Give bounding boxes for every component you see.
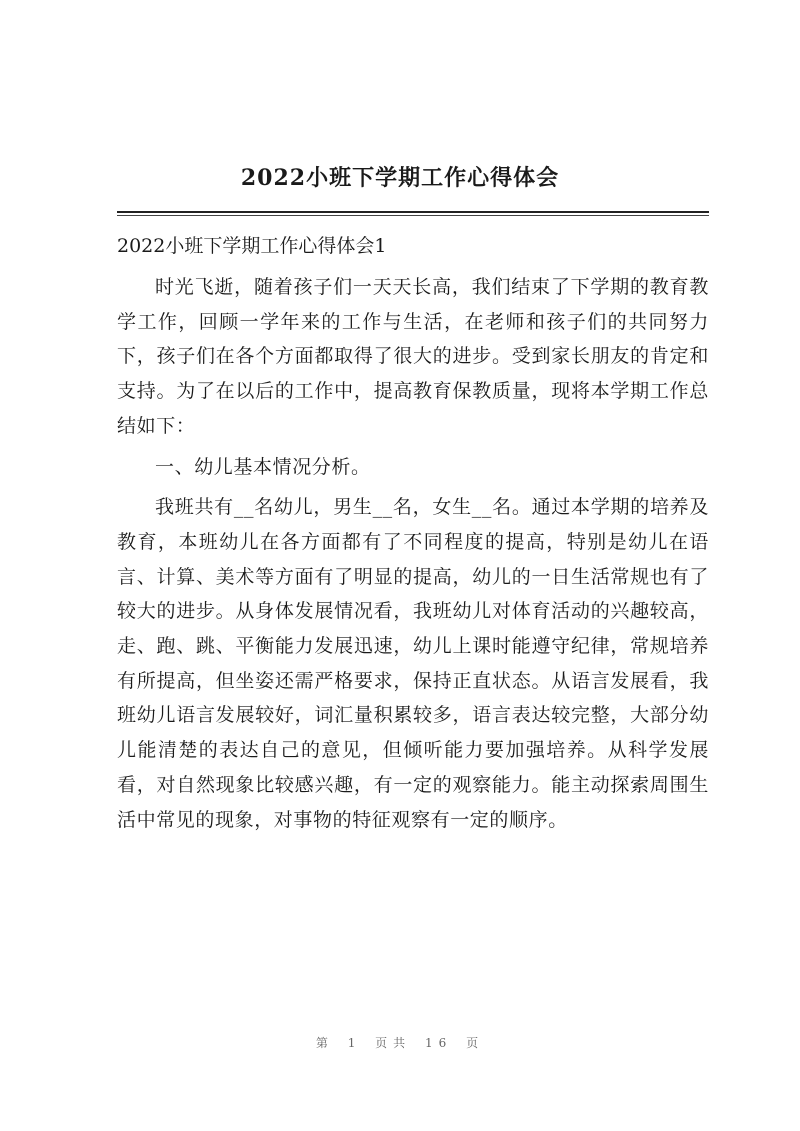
paragraph-analysis: 我班共有__名幼儿，男生__名，女生__名。通过本学期的培养及教育，本班幼儿在各方面都有了不同程度的提高，特别是幼儿在语言、计算、美术等方面有了明显的提高，幼儿的一日生活常规也有了较大的进步。从身体发展情况看，我班幼儿对体育活动的兴趣较高，走、跑、跳、平衡能力发展迅速，幼儿上课时能遵守纪律，常规培养有所提高，但坐姿还需严格要求，保持正直状态。从语言发展看，我班幼儿语言发展较好，词汇量积累较多，语言表达较完整，大部分幼儿能清楚的表达自己的意见，但倾听能力要加强培养。从科学发展看，对自然现象比较感兴趣，有一定的观察能力。能主动探索周围生活中常见的现象，对事物的特征观察有一定的顺序。: [117, 496, 709, 831]
title-divider-thin: [117, 215, 709, 216]
title-divider: [117, 211, 709, 213]
document-body: [117, 226, 709, 837]
paragraph-intro: 时光飞逝，随着孩子们一天天长高，我们结束了下学期的教育教学工作，回顾一学年来的工作与生活，在老师和孩子们的共同努力下，孩子们在各个方面都取得了很大的进步。受到家长朋友的肯定和支持。为了在以后的工作中，提高教育保教质量，现将本学期工作总结如下：: [117, 276, 709, 437]
page-number: 第 1 页共 16 页: [315, 1036, 485, 1050]
section-heading: 2022小班下学期工作心得体会1: [117, 235, 387, 257]
document-title: 2022小班下学期工作心得体会: [240, 165, 560, 191]
paragraph-subheading: 一、幼儿基本情况分析。: [155, 455, 371, 478]
